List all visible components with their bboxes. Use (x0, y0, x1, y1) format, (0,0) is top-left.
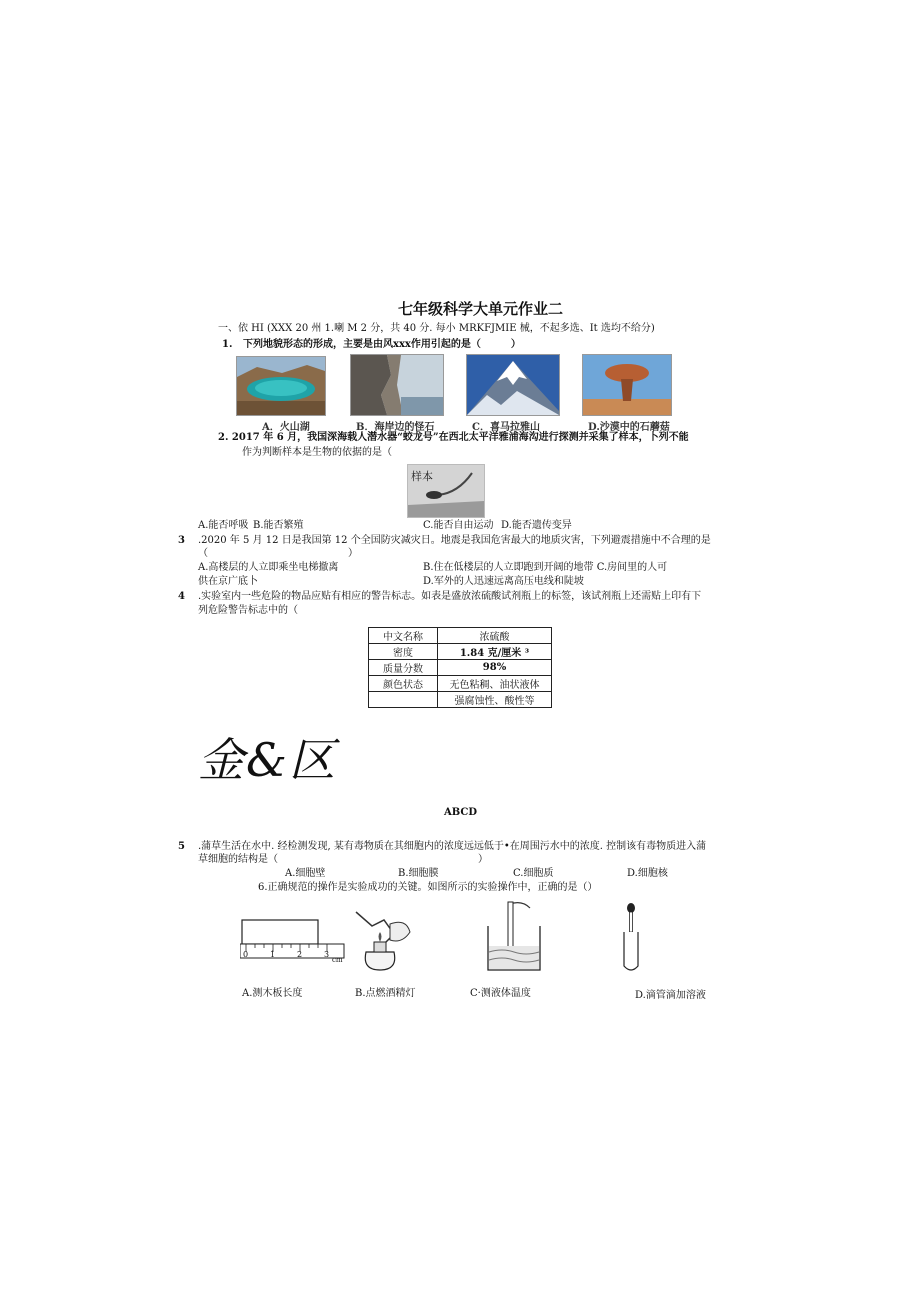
q3-option-c-cont: 供在京广底卜 (198, 576, 258, 587)
q2-stem-line1: 2. 2017 年 6 月，我国深海载人潜水器“蛟龙号”在西北太平洋雅浦海沟进行探测并采集了样本，卜列不能 (218, 432, 689, 443)
beaker-thermometer-figure (482, 900, 546, 974)
q5-option-c: C.细胞质 (513, 868, 554, 879)
alcohol-lamp-figure (350, 904, 416, 974)
q3-stem-line2: （ ） (198, 548, 358, 559)
table-cell: 98% (438, 660, 552, 676)
q2-option-b: B.能否繁殖 (253, 520, 304, 531)
q6-stem: 6.正确规范的操作是实验成功的关键。如图所示的实验操作中，正确的是（） (258, 882, 598, 893)
ruler-unit: cm (332, 956, 343, 964)
hazard-symbols: 金&区 (198, 733, 337, 787)
q5-number: 5 (178, 841, 185, 852)
coastal-rock-photo (350, 354, 444, 416)
volcanic-lake-photo (236, 356, 326, 416)
table-cell: 强腐蚀性、酸性等 (438, 692, 552, 708)
q2-option-a: A.能否呼吸 (198, 520, 249, 531)
himalaya-photo (466, 354, 560, 416)
q1-stem: 下列地貌形态的形成，主要是由风xxx作用引起的是（ ） (243, 339, 521, 350)
q2-stem-line2: 作为判断样本是生物的依据的是（ (242, 447, 392, 458)
sample-photo (407, 464, 485, 518)
q1-number: 1. (222, 339, 233, 350)
q6-option-b: B.点燃酒精灯 (355, 988, 416, 999)
mushroom-rock-photo (582, 354, 672, 416)
table-cell: 无色粘稠、油状液体 (438, 676, 552, 692)
q6-option-d: D.滴管滴加溶液 (635, 990, 706, 1001)
ruler-tick-0: 0 (243, 950, 249, 959)
q5-stem-line1: .蒲草生活在水中. 经检测发现, 某有毒物质在其细胞内的浓度远远低于•在周围污水中的浓度. 控制该有毒物质进入蒲 (198, 841, 707, 852)
table-cell: 密度 (369, 644, 438, 660)
q3-option-d: D.军外的人迅速远离高压电线和陡坡 (423, 576, 584, 587)
q3-stem-line1: .2020 年 5 月 12 日是我国第 12 个全国防灾减灾日。地震是我国危害最大的地质灾害，下列避震措施中不合理的是 (198, 535, 711, 546)
acid-label-table (368, 627, 552, 708)
q2-option-c: C.能否自由运动 (423, 520, 494, 531)
table-cell: 1.84 克/厘米 ³ (438, 644, 552, 660)
hazard-option-labels: ABCD (444, 807, 478, 818)
table-cell (369, 692, 438, 708)
q6-option-c: C·测液体温度 (470, 988, 531, 999)
dropper-figure (616, 902, 646, 974)
section-header: 一、依 HI (XXX 20 州 1.喇 M 2 分，共 40 分. 每小 MRKFJMIE 械，不起多选、It 选均不给分) (218, 323, 655, 334)
q2-option-d: D.能否遗传变异 (501, 520, 572, 531)
table-row (369, 692, 552, 708)
q3-option-b: B.住在低楼层的人立即跑到开阔的地带 C.房间里的人可 (423, 562, 668, 573)
q1-option-d: D.沙漠中的石蘑菇 (588, 422, 670, 433)
q4-stem-line2: 列危险警告标志中的（ (198, 605, 298, 616)
ruler-tick-3: 3 (324, 950, 330, 959)
table-row (369, 628, 552, 644)
q5-option-a: A.细胞壁 (285, 868, 326, 879)
table-cell: 中文名称 (369, 628, 438, 644)
table-row (369, 660, 552, 676)
q5-option-b: B.细胞膜 (398, 868, 439, 879)
q1-option-b: B．海岸边的怪石 (356, 422, 435, 433)
ruler-tick-1: 1 (270, 950, 276, 959)
q4-number: 4 (178, 591, 185, 602)
table-row (369, 644, 552, 660)
table-cell: 质量分数 (369, 660, 438, 676)
q5-stem-line2: 草细胞的结构是（ ） (198, 854, 488, 865)
q1-option-c: C．喜马拉雅山 (472, 422, 540, 433)
q3-number: 3 (178, 535, 185, 546)
ruler-figure (240, 916, 346, 970)
table-row (369, 676, 552, 692)
q5-option-d: D.细胞核 (627, 868, 668, 879)
table-cell: 浓硫酸 (438, 628, 552, 644)
q6-option-a: A.测木板长度 (242, 988, 303, 999)
table-cell: 颜色状态 (369, 676, 438, 692)
page-title: 七年级科学大单元作业二 (398, 300, 564, 318)
q4-stem-line1: .实验室内一些危险的物品应贴有相应的警告标志。如表是盛放浓硫酸试剂瓶上的标签，该试剂瓶上还需贴上印有下 (198, 591, 702, 602)
q1-option-a: A．火山湖 (262, 422, 310, 433)
sample-label: 样本 (411, 470, 433, 483)
q3-option-a: A.高楼层的人立即乘坐电梯撤离 (198, 562, 339, 573)
ruler-tick-2: 2 (297, 950, 303, 959)
